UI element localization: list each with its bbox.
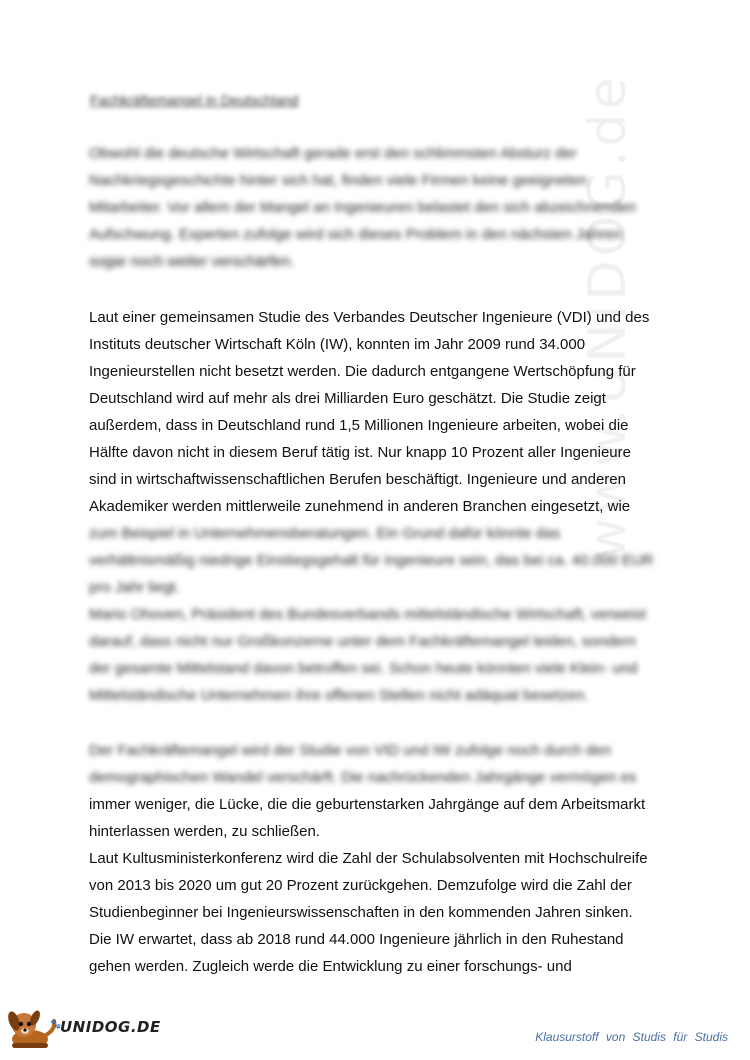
- text-line: außerdem, dass in Deutschland rund 1,5 Millionen Ingenieure arbeiten, wobei die: [89, 417, 629, 434]
- text-line: Akademiker werden mittlerweile zunehmend in anderen Branchen eingesetzt, wie: [89, 498, 631, 515]
- text-line: Mario Ohoven, Präsident des Bundesverbands mittelständische Wirtschaft, verweist: [89, 606, 646, 623]
- text-line: Nachkriegsgeschichte hinter sich hat, finden viele Firmen keine geeigneten: [89, 172, 587, 189]
- text-line: Obwohl die deutsche Wirtschaft gerade erst den schlimmsten Absturz der: [89, 145, 577, 162]
- text-line: sogar noch weiter verschärfen.: [89, 253, 295, 270]
- unidog-logo[interactable]: [4, 1005, 161, 1051]
- text-line: immer weniger, die Lücke, die die geburtenstarken Jahrgänge auf dem Arbeitsmarkt: [89, 796, 646, 813]
- paragraph-3: [89, 737, 669, 980]
- text-line: hinterlassen werden, zu schließen.: [89, 823, 320, 840]
- text-line: verhältnismäßig niedrige Einstiegsgehalt für Ingenieure sein, das bei ca. 40.000 EUR: [89, 552, 654, 569]
- text-line: darauf, dass nicht nur Großkonzerne unter dem Fachkräftemangel leiden, sondern: [89, 633, 636, 650]
- text-line: Die IW erwartet, dass ab 2018 rund 44.000 Ingenieure jährlich in den Ruhestand: [89, 931, 624, 948]
- text-line: zum Beispiel in Unternehmensberatungen. Ein Grund dafür könnte das: [89, 525, 561, 542]
- text-line: Ingenieurstellen nicht besetzt werden. Die dadurch entgangene Wertschöpfung für: [89, 363, 636, 380]
- text-line: Mittelständische Unternehmen ihre offenen Stellen nicht adäquat besetzen.: [89, 687, 589, 704]
- text-line: pro Jahr liegt.: [89, 579, 180, 596]
- document-title: Fachkräftemangel in Deutschland: [90, 92, 299, 108]
- text-line: Der Fachkräftemangel wird der Studie von VID und IW zufolge noch durch den: [89, 742, 611, 759]
- text-line: Laut einer gemeinsamen Studie des Verbandes Deutscher Ingenieure (VDI) und des: [89, 309, 650, 326]
- text-line: Hälfte davon nicht in diesem Beruf tätig ist. Nur knapp 10 Prozent aller Ingenieure: [89, 444, 631, 461]
- text-line: Aufschwung. Experten zufolge wird sich dieses Problem in den nächsten Jahren: [89, 226, 622, 243]
- text-line: gehen werden. Zugleich werde die Entwicklung zu einer forschungs- und: [89, 958, 572, 975]
- text-line: sind in wirtschaftwissenschaftlichen Berufen beschäftigt. Ingenieure und anderen: [89, 471, 626, 488]
- text-line: Deutschland wird auf mehr als drei Milliarden Euro geschätzt. Die Studie zeigt: [89, 390, 606, 407]
- logo-text: UNIDOG.DE: [60, 1018, 161, 1036]
- text-line: Instituts deutscher Wirtschaft Köln (IW), konnten im Jahr 2009 rund 34.000: [89, 336, 586, 353]
- paragraph-1: [89, 140, 669, 275]
- text-line: demographischen Wandel verschärft. Die nachrückenden Jahrgänge vermögen es: [89, 769, 637, 786]
- text-line: Mitarbeiter. Vor allem der Mangel an Ingenieuren belastet den sich abzeichnenden: [89, 199, 637, 216]
- text-line: von 2013 bis 2020 um gut 20 Prozent zurückgehen. Demzufolge wird die Zahl der: [89, 877, 632, 894]
- text-line: Laut Kultusministerkonferenz wird die Zahl der Schulabsolventen mit Hochschulreife: [89, 850, 648, 867]
- text-line: Studienbeginner bei Ingenieurswissenschaften in den kommenden Jahren sinken.: [89, 904, 633, 921]
- footer-tagline: Klausurstoff von Studis für Studis: [535, 1030, 728, 1044]
- text-line: der gesamte Mittelstand davon betroffen sei. Schon heute könnten viele Klein- und: [89, 660, 638, 677]
- watermark: www.UNIDOG.de: [578, 73, 638, 560]
- paw-icon: 🐾: [50, 1019, 62, 1029]
